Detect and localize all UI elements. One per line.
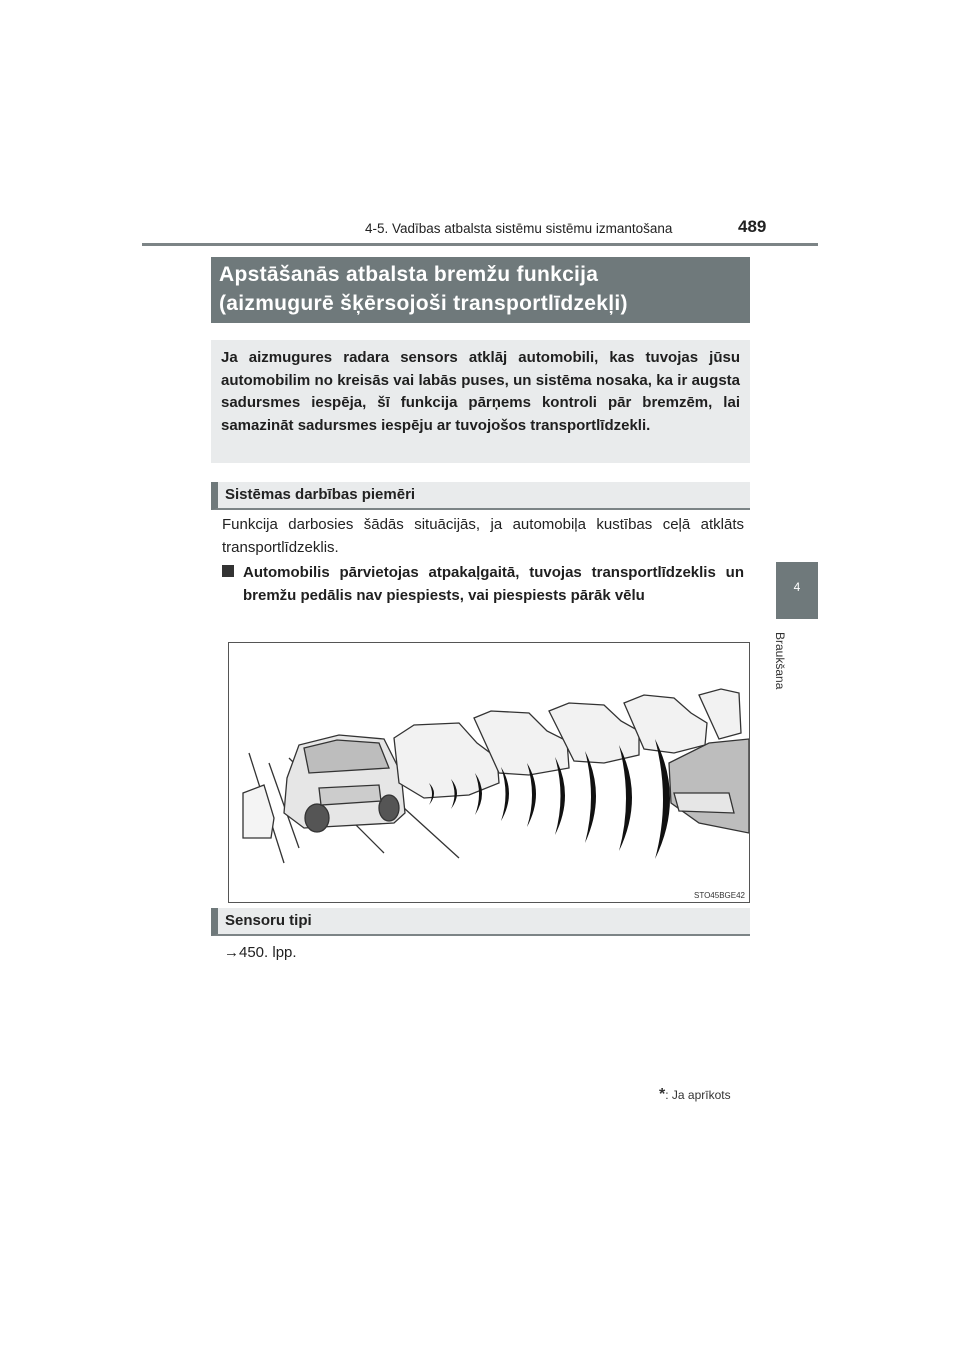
chapter-label (773, 632, 804, 702)
figure-code: STO45BGE42 (694, 891, 745, 900)
bullet-item: Automobilis pārvietojas atpakaļgaitā, tuvojas transportlīdzeklis un bremžu pedālis nav piespiests, vai piespiests pārāk vēlu (243, 564, 744, 604)
illustration-rear-cross-traffic (228, 642, 750, 903)
footnote-text: : Ja aprīkots (665, 1088, 731, 1102)
bullet-square-icon (222, 565, 234, 577)
header-divider (142, 243, 818, 246)
intro-paragraph: Ja aizmugures radara sensors atklāj automobili, kas tuvojas jūsu automobilim no kreisās vai labās puses, un sistēma nosaka, ka ir augsta sadursmes iespēja, šī funkcija pārņems kontroli pār bremzēm, lai samazināt sadursmes iespēju ar tuvojošos transportlīdzekli. (211, 340, 750, 463)
chapter-label-text: Braukšana (773, 632, 787, 690)
header-section-title: 4-5. Vadības atbalsta sistēmu sistēmu izmantošana (365, 221, 673, 236)
body-paragraph: Funkcija darbosies šādās situācijās, ja automobiļa kustības ceļā atklāts transportlīdzeklis. (222, 516, 744, 556)
subheading-sensor-types: Sensoru tipi (211, 908, 750, 936)
section-title-line2: (aizmugurē šķērsojoši transportlīdzekļi) (219, 292, 628, 315)
page-number: 489 (738, 217, 767, 236)
footnote (659, 1086, 731, 1104)
page-reference-link[interactable]: →450. lpp. (224, 944, 297, 961)
chapter-tab[interactable]: 4 (776, 562, 818, 619)
section-title (211, 257, 750, 323)
illustration-svg (229, 643, 749, 902)
section-title-line1: Apstāšanās atbalsta bremžu funkcija (219, 263, 599, 286)
footnote-asterisk: * (659, 1086, 666, 1103)
subheading-operation-examples: Sistēmas darbības piemēri (211, 482, 750, 510)
